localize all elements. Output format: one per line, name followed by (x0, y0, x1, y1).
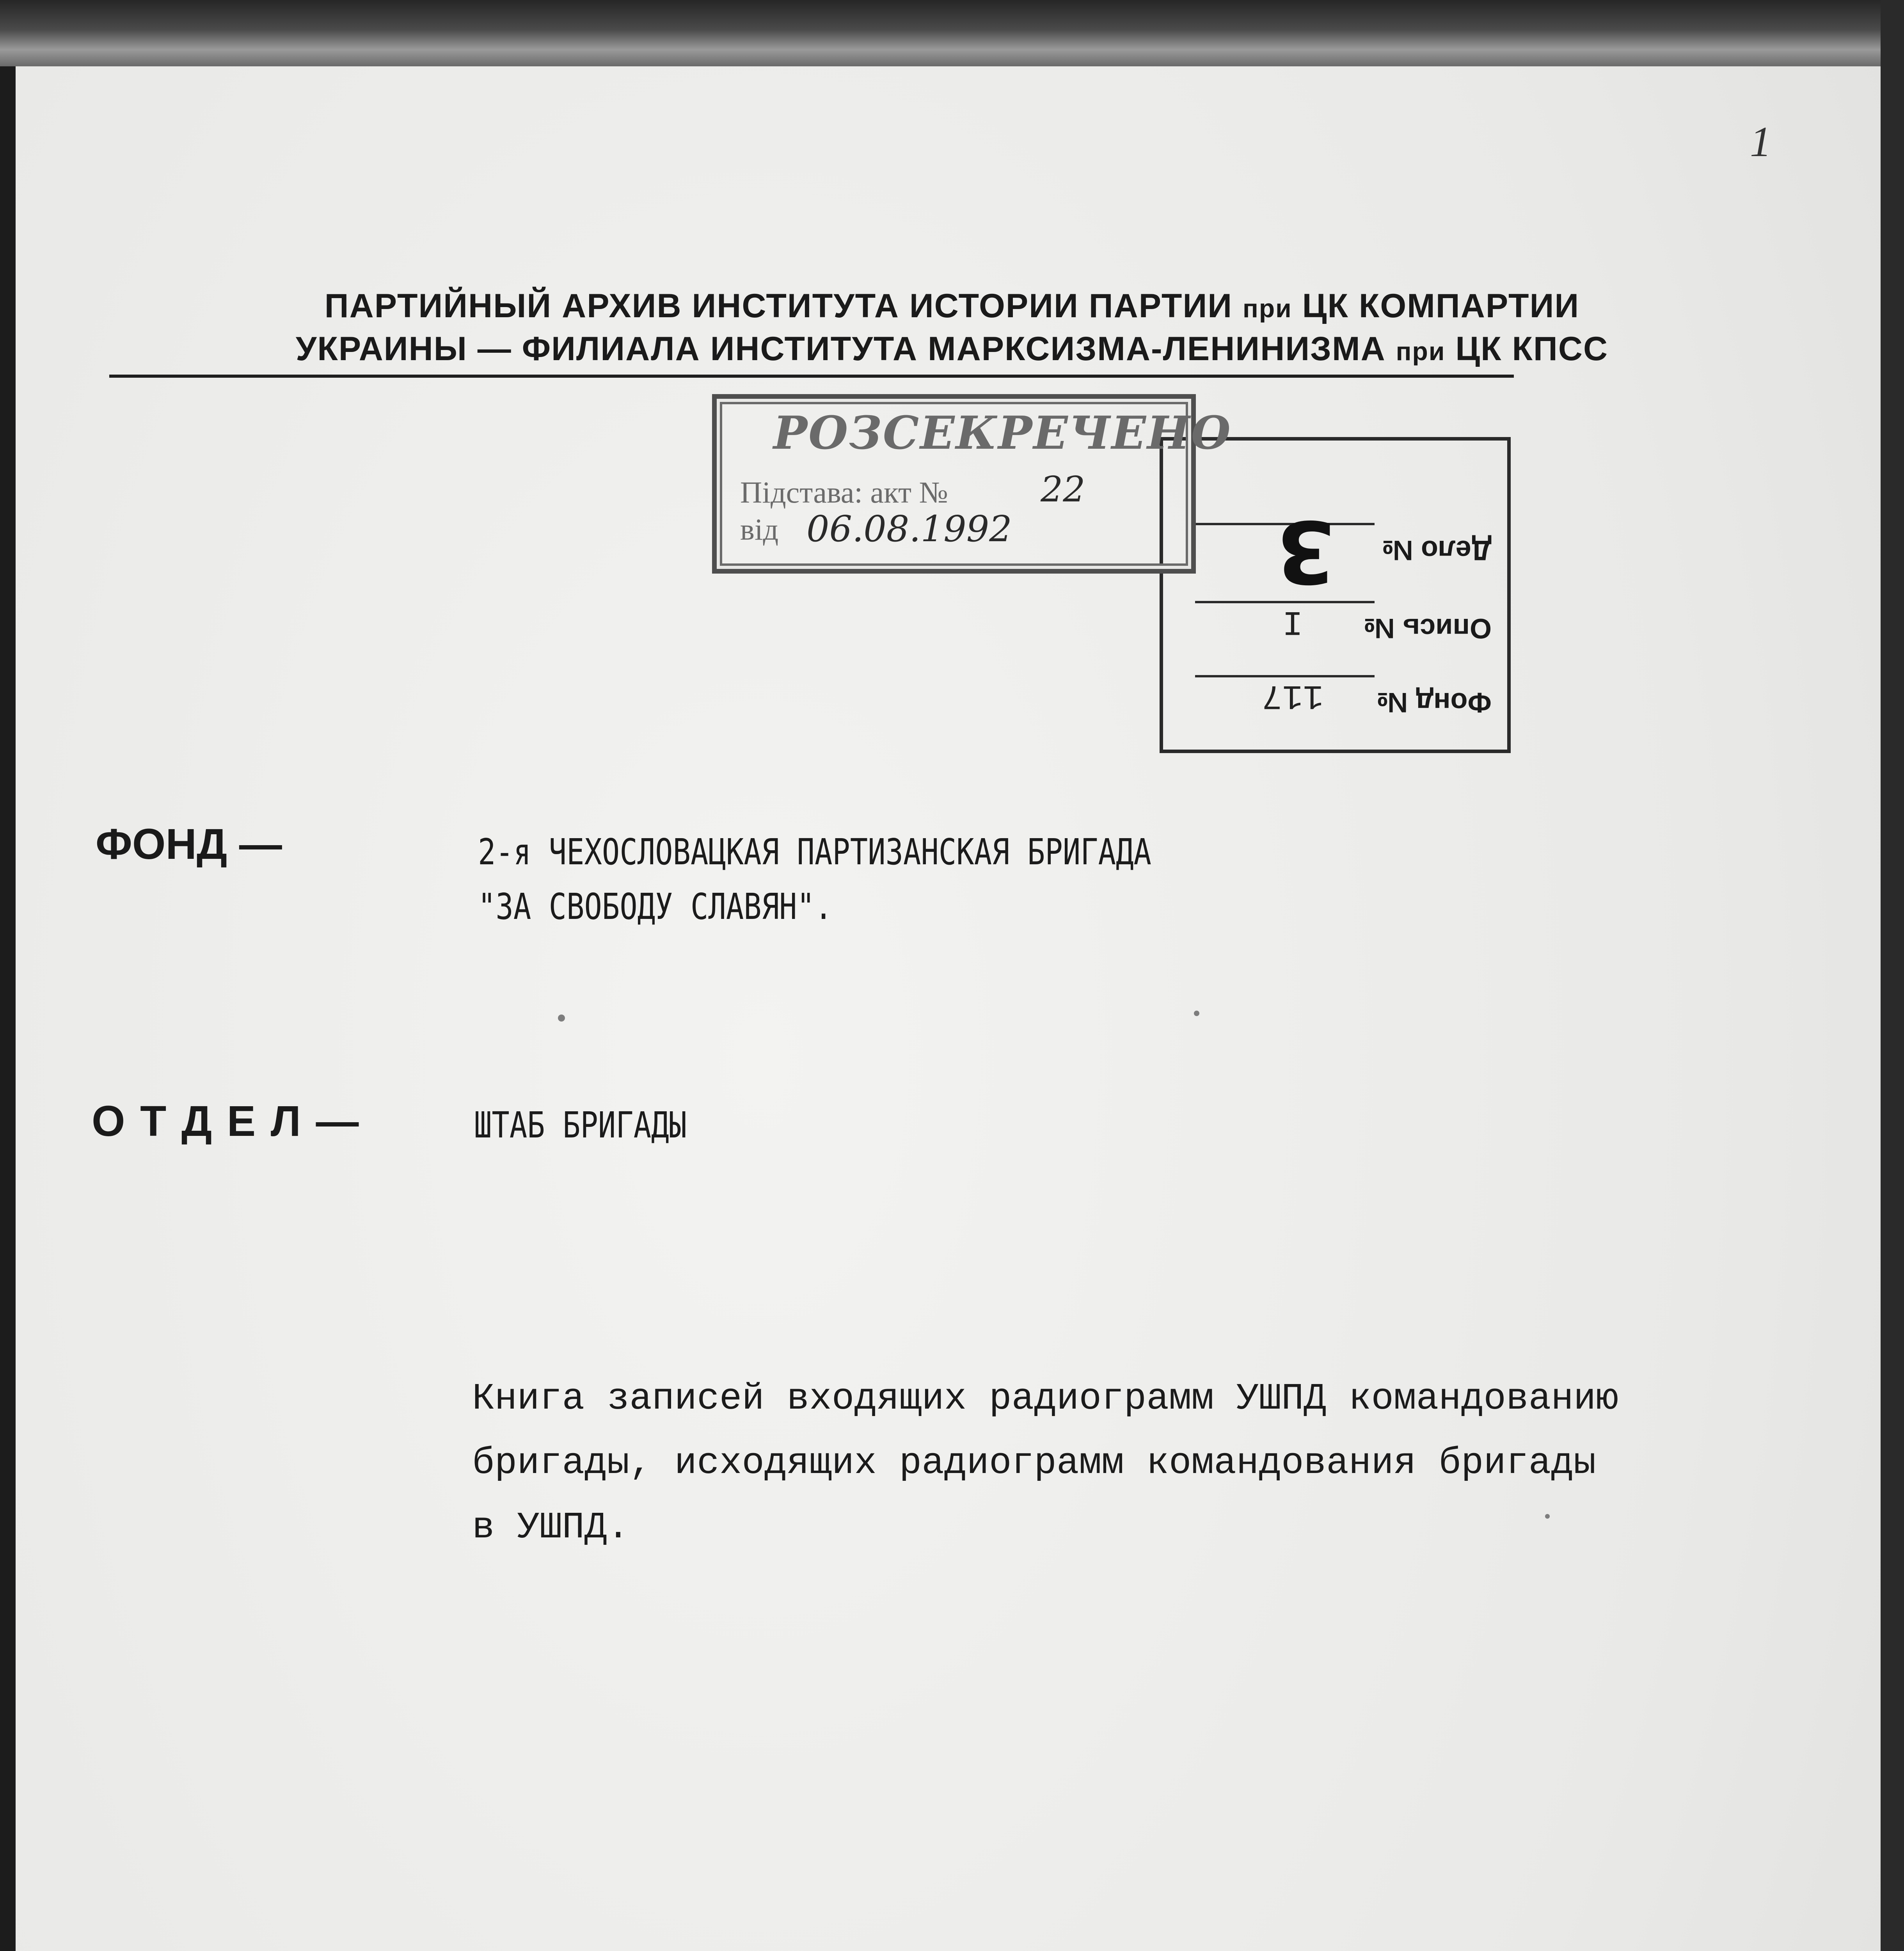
fond-line-2 (478, 886, 910, 931)
box-row-label: Дело № (1382, 535, 1492, 566)
fond-text: 2-я ЧЕХОСЛОВАЦКАЯ ПАРТИЗАНСКАЯ БРИГАДА (478, 831, 1151, 873)
declassified-stamp (712, 394, 1232, 574)
upside-down-archive-box (1160, 437, 1511, 753)
box-row-value-handwritten: 3 (1275, 501, 1336, 601)
otdel-label: О Т Д Е Л — (92, 1097, 361, 1145)
archive-header-line-1 (0, 287, 1904, 325)
description-line-1: Книга записей входящих радиограмм УШПД командованию (472, 1377, 1619, 1420)
header-text: ЦК КОМПАРТИИ (1302, 287, 1580, 325)
box-row-value: 117 (1261, 676, 1324, 714)
header-pri: при (1243, 294, 1292, 323)
scan-speck (1545, 1514, 1550, 1519)
header-text: ЦК КПСС (1455, 330, 1609, 368)
box-row-label: Фонд № (1376, 687, 1492, 718)
fond-text: "ЗА СВОБОДУ СЛАВЯН". (478, 886, 833, 928)
description-line-2: бригады, исходящих радиограмм командования бригады (472, 1442, 1596, 1484)
archive-header-line-2 (0, 330, 1904, 368)
stamp-title: РОЗСЕКРЕЧЕНО (773, 407, 1232, 460)
fond-line-1 (478, 831, 1299, 876)
scan-speck (558, 1015, 565, 1022)
header-pri: при (1396, 337, 1446, 366)
header-text: ПАРТИЙНЫЙ АРХИВ ИНСТИТУТА ИСТОРИИ ПАРТИИ (324, 287, 1233, 325)
stamp-date-label: від (740, 512, 779, 546)
stamp-basis-label: Підстава: акт № (740, 475, 948, 509)
header-rule (109, 375, 1514, 378)
stamp-date: 06.08.1992 (806, 508, 1012, 550)
film-border-top (0, 0, 1904, 66)
header-text: УКРАИНЫ — ФИЛИАЛА ИНСТИТУТА МАРКСИЗМА-ЛЕНИНИЗМА (295, 330, 1386, 368)
box-row-value: I (1282, 602, 1303, 640)
otdel-text: ШТАБ БРИГАДЫ (474, 1104, 687, 1146)
box-row-label: Опись № (1363, 613, 1492, 644)
page-number: 1 (1750, 118, 1771, 165)
stamp-act-number: 22 (1041, 469, 1085, 510)
description-line-3: в УШПД. (472, 1506, 630, 1549)
scan-speck (1194, 1011, 1199, 1016)
fond-label: ФОНД — (96, 820, 282, 868)
otdel-value (474, 1104, 734, 1149)
